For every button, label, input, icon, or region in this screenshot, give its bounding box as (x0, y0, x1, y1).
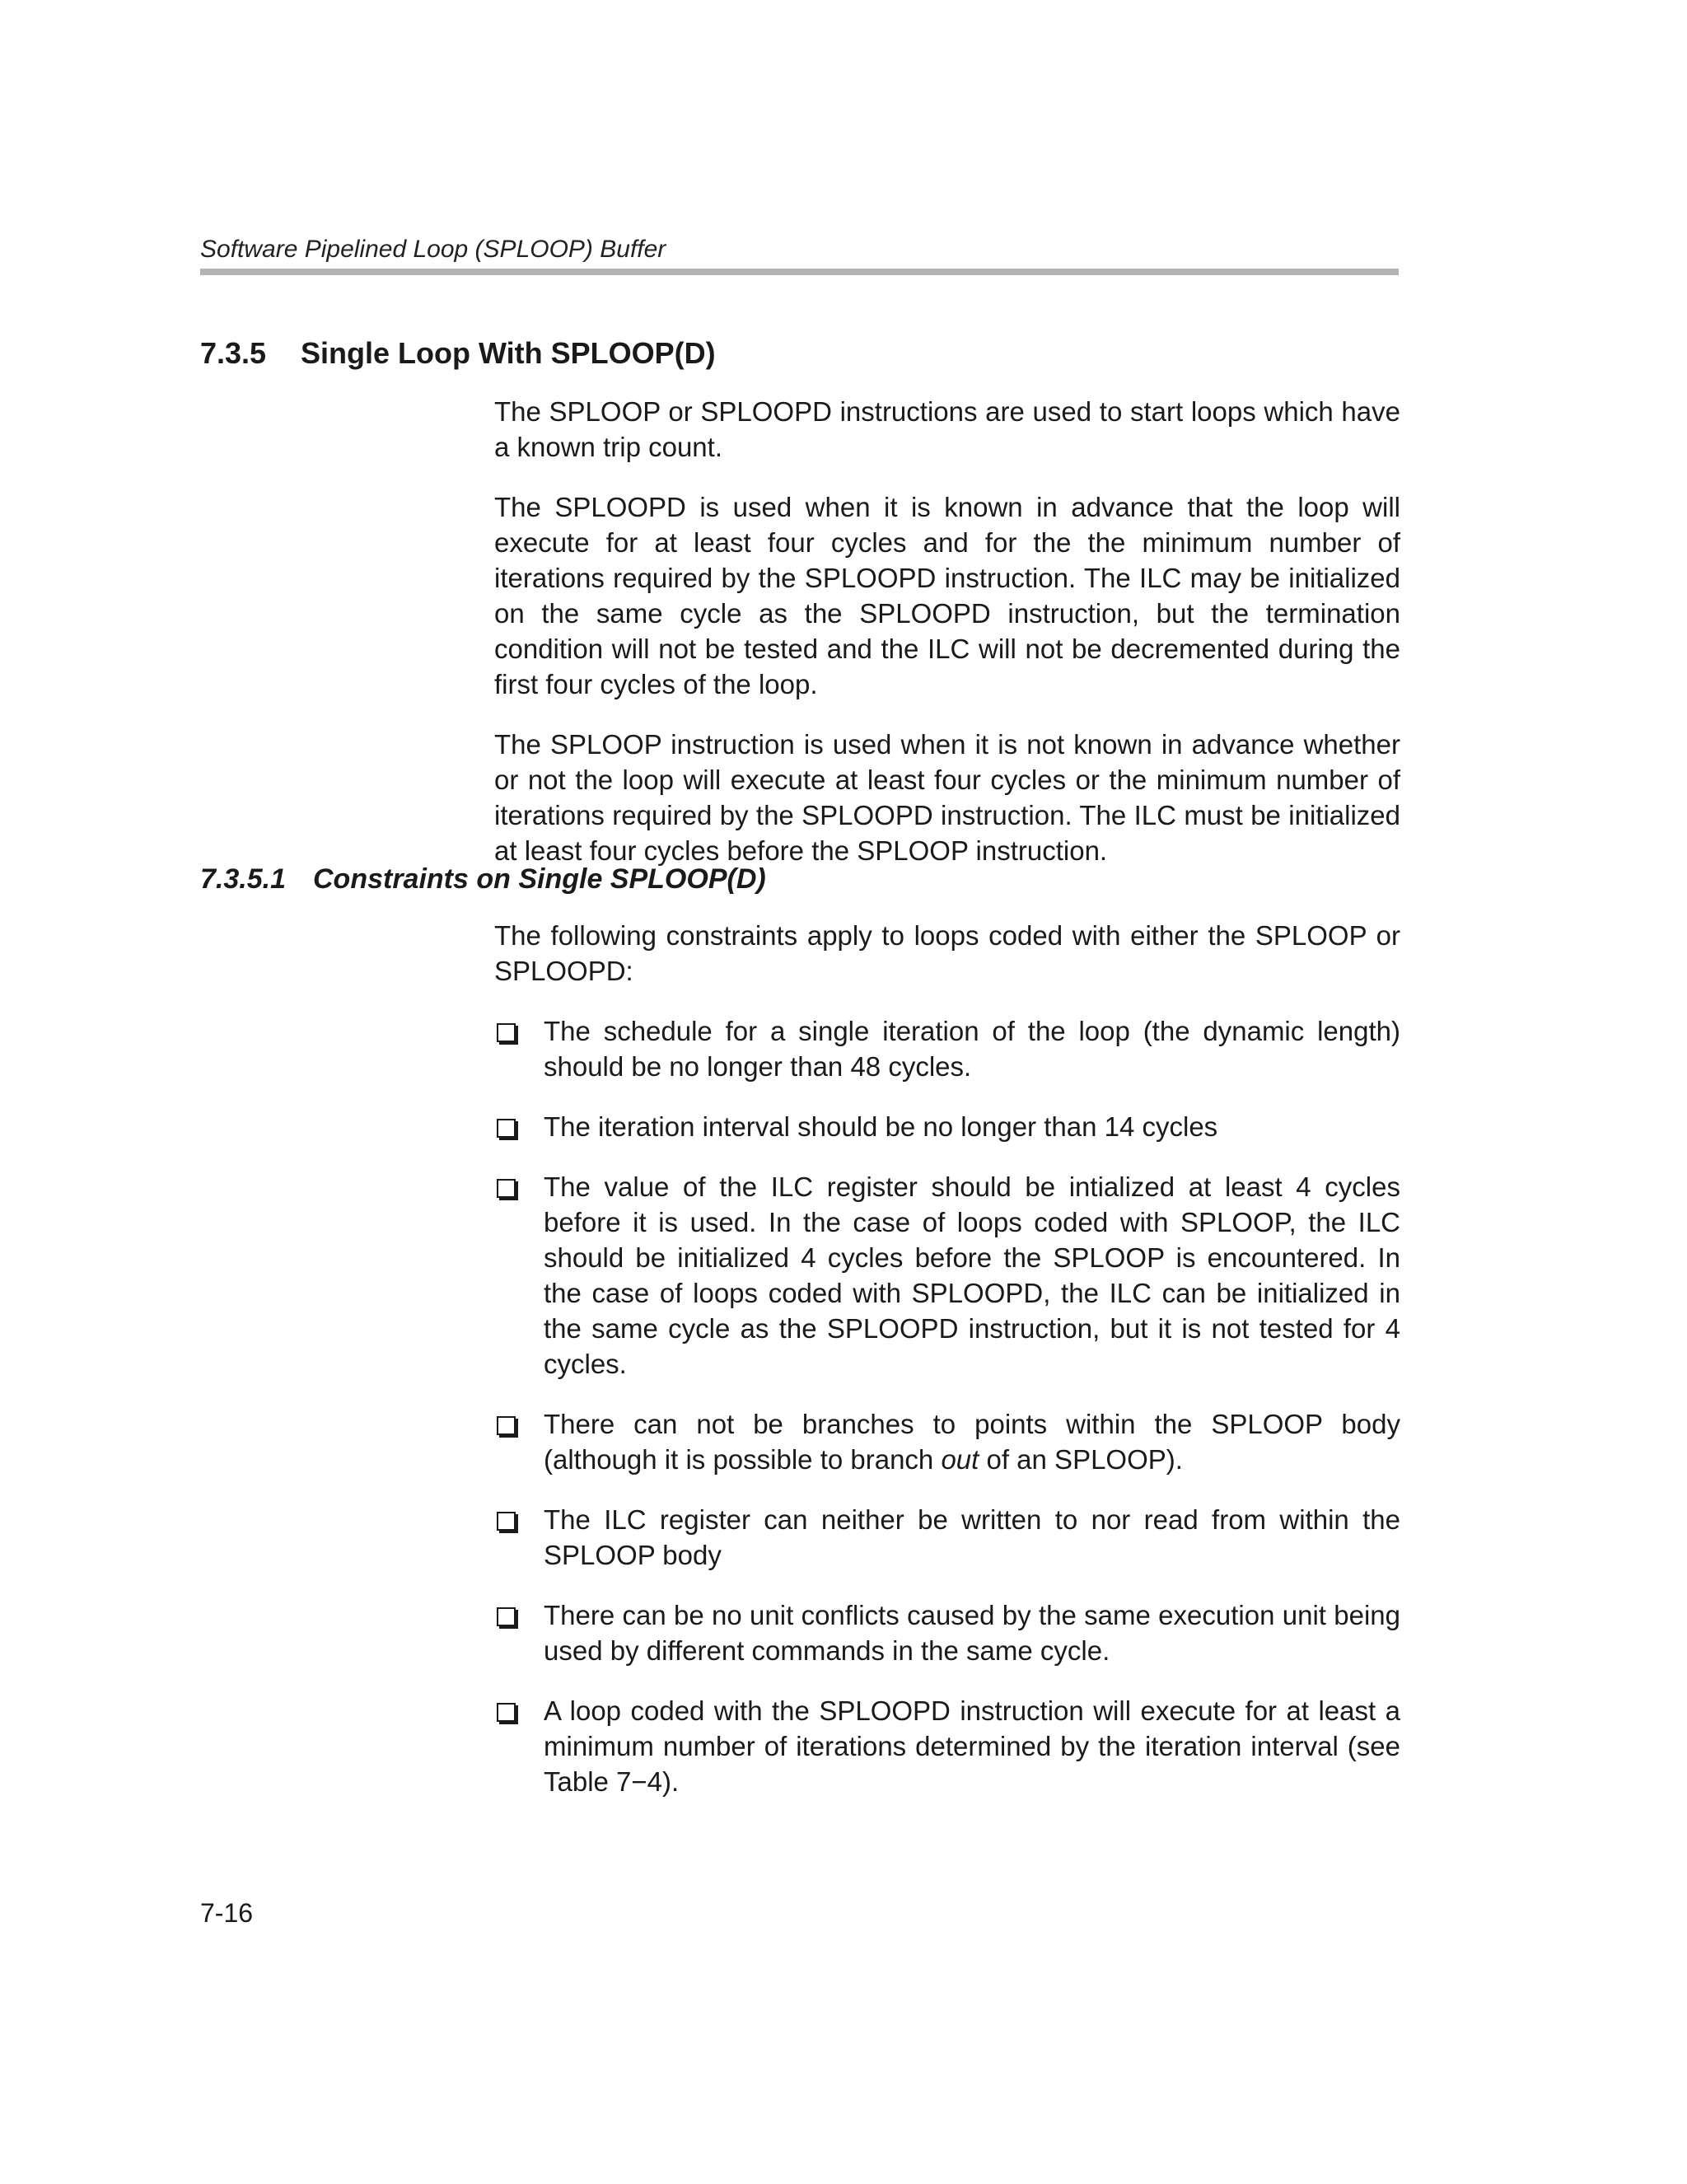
checkbox-square-icon (497, 1703, 516, 1722)
list-item-text: The ILC register can neither be written to nor read from within the SPLOOP body (544, 1504, 1400, 1570)
subsection-number: 7.3.5.1 (200, 863, 286, 895)
list-item (494, 1693, 1400, 1799)
header-rule (200, 269, 1399, 275)
list-item-text: A loop coded with the SPLOOPD instruction will execute for at least a minimum number of iterations determined by the iteration interval (see Table 7−4). (544, 1695, 1400, 1797)
checkbox-square-icon (497, 1179, 516, 1198)
list-item-text-part: There can not be branches to points within the SPLOOP body (although it is possible to branch (544, 1409, 1400, 1475)
section-number: 7.3.5 (200, 336, 267, 370)
list-item-text: There can be no unit conflicts caused by the same execution unit being used by different commands in the same cycle. (544, 1600, 1400, 1666)
paragraph: The SPLOOP instruction is used when it is not known in advance whether or not the loop will execute at least four cycles or the minimum number of iterations required by the SPLOOPD instruction. The ILC must be initialized at least four cycles before the SPLOOP instruction. (494, 729, 1400, 866)
checkbox-square-icon (497, 1512, 516, 1531)
list-item-text (544, 1409, 1400, 1475)
subsection-body (494, 918, 1400, 1824)
section-title: Single Loop With SPLOOP(D) (301, 336, 716, 370)
list-item (494, 1502, 1400, 1573)
list-item (494, 1597, 1400, 1668)
subsection-title: Constraints on Single SPLOOP(D) (313, 863, 766, 895)
list-item (494, 1109, 1400, 1144)
list-item-text: The iteration interval should be no longer than 14 cycles (544, 1111, 1218, 1142)
list-item-text-part: of an SPLOOP). (979, 1444, 1183, 1475)
paragraph: The SPLOOP or SPLOOPD instructions are used to start loops which have a known trip count. (494, 396, 1400, 462)
section-body (494, 394, 1400, 893)
section-heading (200, 336, 716, 371)
page-number: 7-16 (200, 1898, 254, 1928)
list-item-text: The schedule for a single iteration of the loop (the dynamic length) should be no longer than 48 cycles. (544, 1016, 1400, 1082)
running-header: Software Pipelined Loop (SPLOOP) Buffer (200, 236, 666, 263)
paragraph: The SPLOOPD is used when it is known in advance that the loop will execute for at least four cycles and for the the minimum number of iterations required by the SPLOOPD instruction. The ILC may be initialized on the same cycle as the SPLOOPD instruction, but the termination condition will not be tested and the ILC will not be decremented during the first four cycles of the loop. (494, 492, 1400, 699)
list-item-text: The value of the ILC register should be intialized at least 4 cycles before it is used. In the case of loops coded with SPLOOP, the ILC should be initialized 4 cycles before the SPLOOP is encountered. In the case of loops coded with SPLOOPD, the ILC can be initialized in the same cycle as the SPLOOPD instruction, but it is not tested for 4 cycles. (544, 1172, 1400, 1379)
checkbox-square-icon (497, 1023, 516, 1042)
checkbox-square-icon (497, 1119, 516, 1138)
subsection-heading (200, 863, 766, 896)
paragraph: The following constraints apply to loops coded with either the SPLOOP or SPLOOPD: (494, 920, 1400, 986)
list-item (494, 1169, 1400, 1382)
emphasis-text: out (941, 1444, 979, 1475)
constraints-list (494, 1013, 1400, 1799)
checkbox-square-icon (497, 1416, 516, 1435)
list-item (494, 1406, 1400, 1477)
list-item (494, 1013, 1400, 1084)
checkbox-square-icon (497, 1607, 516, 1626)
